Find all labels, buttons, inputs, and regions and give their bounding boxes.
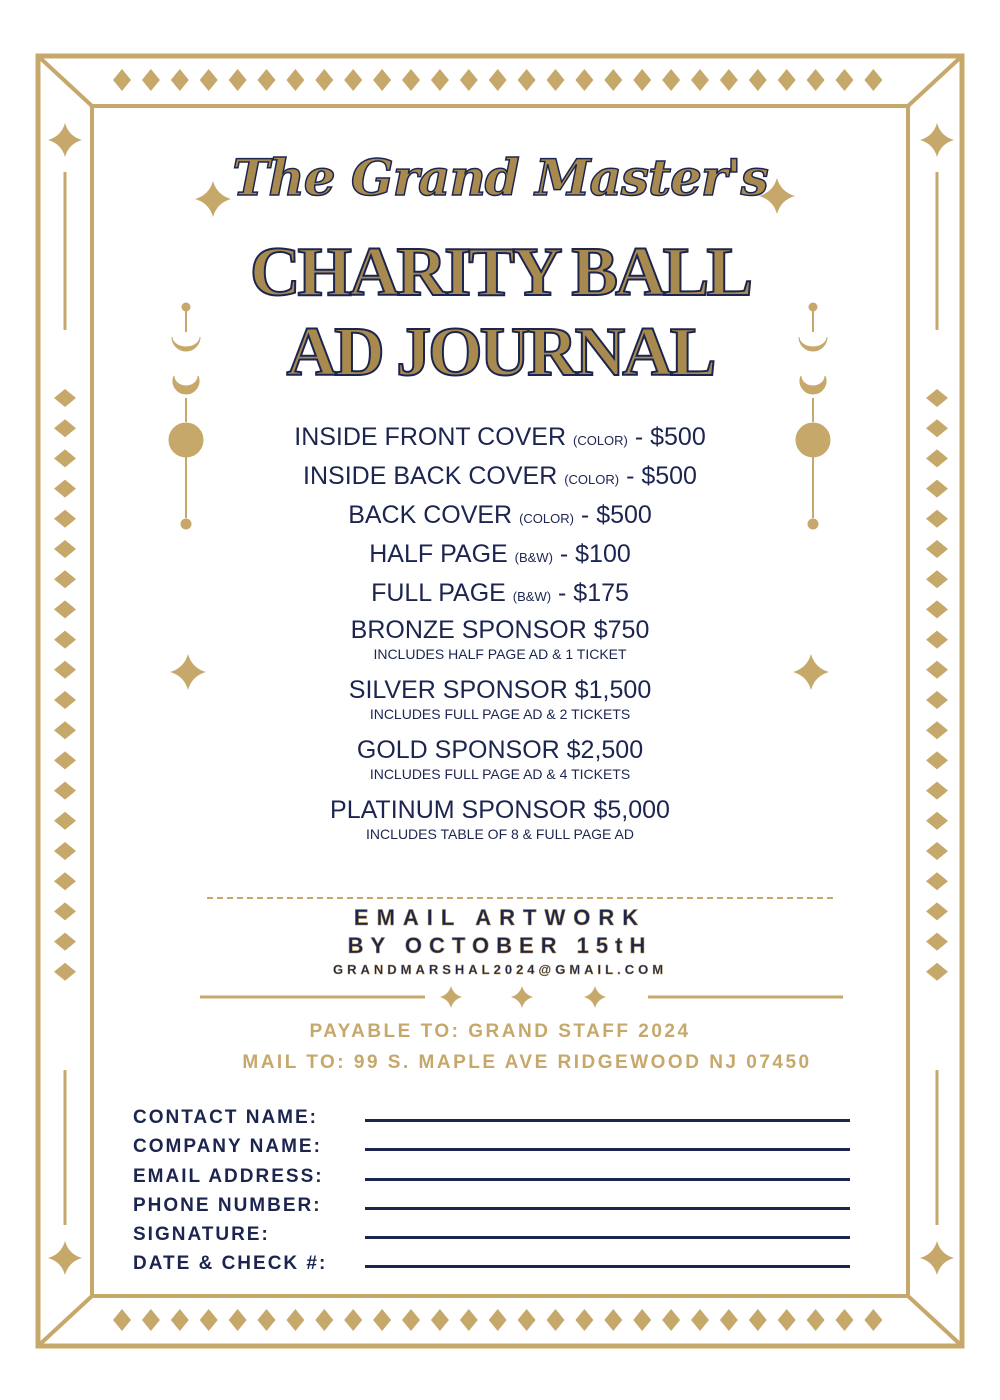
sponsor-note: INCLUDES TABLE OF 8 & FULL PAGE AD xyxy=(366,826,634,842)
diamond-ornament-icon xyxy=(113,69,131,91)
price-item: FULL PAGE (B&W) - $175 xyxy=(371,579,629,607)
diamond-ornament-icon xyxy=(575,69,593,91)
diamond-ornament-icon xyxy=(864,69,882,91)
signature-field[interactable] xyxy=(365,1236,850,1239)
diamond-ornament-icon xyxy=(489,1309,507,1331)
field-label: CONTACT NAME: xyxy=(133,1107,319,1128)
field-label: PHONE NUMBER: xyxy=(133,1194,322,1216)
sparkle-star-icon xyxy=(511,986,533,1008)
diamond-ornament-icon xyxy=(258,1309,276,1331)
diamond-ornament-icon xyxy=(373,1309,391,1331)
sparkle-star-icon xyxy=(440,986,462,1008)
diamond-ornament-icon xyxy=(749,1309,767,1331)
sparkle-star-icon xyxy=(584,986,606,1008)
diamond-ornament-icon xyxy=(171,69,189,91)
title-ad-journal: AD JOURNAL xyxy=(286,314,714,391)
form-row xyxy=(133,1105,853,1134)
diamond-ornament-icon xyxy=(604,69,622,91)
company-name-field[interactable] xyxy=(365,1148,850,1151)
form-row xyxy=(133,1222,853,1251)
sponsor-tier: SILVER SPONSOR $1,500 xyxy=(348,676,652,704)
sponsor-note: INCLUDES FULL PAGE AD & 4 TICKETS xyxy=(369,766,631,782)
price-list xyxy=(0,418,1000,855)
form-row xyxy=(133,1251,853,1280)
diamond-ornament-icon xyxy=(604,1309,622,1331)
field-label: SIGNATURE: xyxy=(133,1224,270,1246)
diamond-ornament-icon xyxy=(229,1309,247,1331)
diamond-ornament-icon xyxy=(113,1309,131,1331)
diamond-ornament-icon xyxy=(344,1309,362,1331)
diamond-ornament-icon xyxy=(431,69,449,91)
price-item: INSIDE FRONT COVER (COLOR) - $500 xyxy=(294,423,706,451)
diamond-ornament-icon xyxy=(200,1309,218,1331)
diamond-ornament-icon xyxy=(633,69,651,91)
diamond-ornament-icon xyxy=(836,69,854,91)
sponsor-tier: PLATINUM SPONSOR $5,000 xyxy=(330,796,670,824)
diamond-ornament-icon xyxy=(691,1309,709,1331)
sparkle-star-icon xyxy=(48,1241,82,1275)
diamond-ornament-icon xyxy=(142,69,160,91)
sponsor-note: INCLUDES HALF PAGE AD & 1 TICKET xyxy=(373,646,627,662)
diamond-ornament-icon xyxy=(926,389,948,407)
contact-name-field[interactable] xyxy=(365,1119,850,1122)
diamond-ornament-icon xyxy=(286,69,304,91)
diamond-ornament-icon xyxy=(431,1309,449,1331)
title-charity-ball: CHARITY BALL xyxy=(249,234,751,311)
diamond-ornament-icon xyxy=(200,69,218,91)
diamond-ornament-icon xyxy=(373,69,391,91)
form-row xyxy=(133,1134,853,1163)
artwork-instructions xyxy=(0,904,1000,980)
sparkle-star-icon xyxy=(920,1241,954,1275)
diamond-ornament-icon xyxy=(460,1309,478,1331)
diamond-ornament-icon xyxy=(662,69,680,91)
form-row xyxy=(133,1193,853,1222)
diamond-ornament-icon xyxy=(778,1309,796,1331)
script-title: The Grand Master's xyxy=(232,148,768,207)
artwork-deadline: BY OCTOBER 15tH xyxy=(347,933,653,958)
price-item: HALF PAGE (B&W) - $100 xyxy=(369,540,631,568)
sponsor-tier: GOLD SPONSOR $2,500 xyxy=(356,736,644,764)
diamond-ornament-icon xyxy=(807,1309,825,1331)
diamond-ornament-icon xyxy=(807,69,825,91)
diamond-ornament-icon xyxy=(836,1309,854,1331)
diamond-ornament-icon xyxy=(286,1309,304,1331)
diamond-ornament-icon xyxy=(749,69,767,91)
diamond-ornament-icon xyxy=(720,1309,738,1331)
form-row xyxy=(133,1164,853,1193)
sponsor-tier: BRONZE SPONSOR $750 xyxy=(350,616,650,644)
mail-to: MAIL TO: 99 S. MAPLE AVE RIDGEWOOD NJ 07450 xyxy=(242,1052,812,1073)
diamond-ornament-icon xyxy=(402,1309,420,1331)
diamond-ornament-icon xyxy=(171,1309,189,1331)
payable-to: PAYABLE TO: GRAND STAFF 2024 xyxy=(309,1021,691,1042)
diamond-ornament-icon xyxy=(547,1309,565,1331)
field-label: COMPANY NAME: xyxy=(133,1136,322,1158)
field-label: DATE & CHECK #: xyxy=(133,1253,328,1275)
price-item: BACK COVER (COLOR) - $500 xyxy=(348,501,652,529)
date-check-field[interactable] xyxy=(365,1265,850,1268)
diamond-ornament-icon xyxy=(778,69,796,91)
diamond-ornament-icon xyxy=(229,69,247,91)
field-label: EMAIL ADDRESS: xyxy=(133,1165,324,1187)
diamond-ornament-icon xyxy=(518,69,536,91)
artwork-email: GRANDMARSHAL2024@GMAIL.COM xyxy=(332,962,668,977)
diamond-ornament-icon xyxy=(926,872,948,890)
order-form xyxy=(133,1105,853,1281)
phone-number-field[interactable] xyxy=(365,1207,850,1210)
diamond-ornament-icon xyxy=(633,1309,651,1331)
diamond-ornament-icon xyxy=(518,1309,536,1331)
diamond-ornament-icon xyxy=(691,69,709,91)
sponsor-note: INCLUDES FULL PAGE AD & 2 TICKETS xyxy=(369,706,631,722)
diamond-ornament-icon xyxy=(864,1309,882,1331)
diamond-ornament-icon xyxy=(662,1309,680,1331)
diamond-ornament-icon xyxy=(720,69,738,91)
diamond-ornament-icon xyxy=(575,1309,593,1331)
diamond-ornament-icon xyxy=(344,69,362,91)
diamond-ornament-icon xyxy=(315,1309,333,1331)
diamond-ornament-icon xyxy=(142,1309,160,1331)
diamond-ornament-icon xyxy=(460,69,478,91)
diamond-ornament-icon xyxy=(547,69,565,91)
email-artwork-heading: EMAIL ARTWORK xyxy=(353,905,647,930)
diamond-ornament-icon xyxy=(315,69,333,91)
diamond-ornament-icon xyxy=(489,69,507,91)
diamond-ornament-icon xyxy=(54,872,76,890)
email-address-field[interactable] xyxy=(365,1178,850,1181)
price-item: INSIDE BACK COVER (COLOR) - $500 xyxy=(303,462,697,490)
diamond-ornament-icon xyxy=(402,69,420,91)
diamond-ornament-icon xyxy=(258,69,276,91)
diamond-ornament-icon xyxy=(54,389,76,407)
